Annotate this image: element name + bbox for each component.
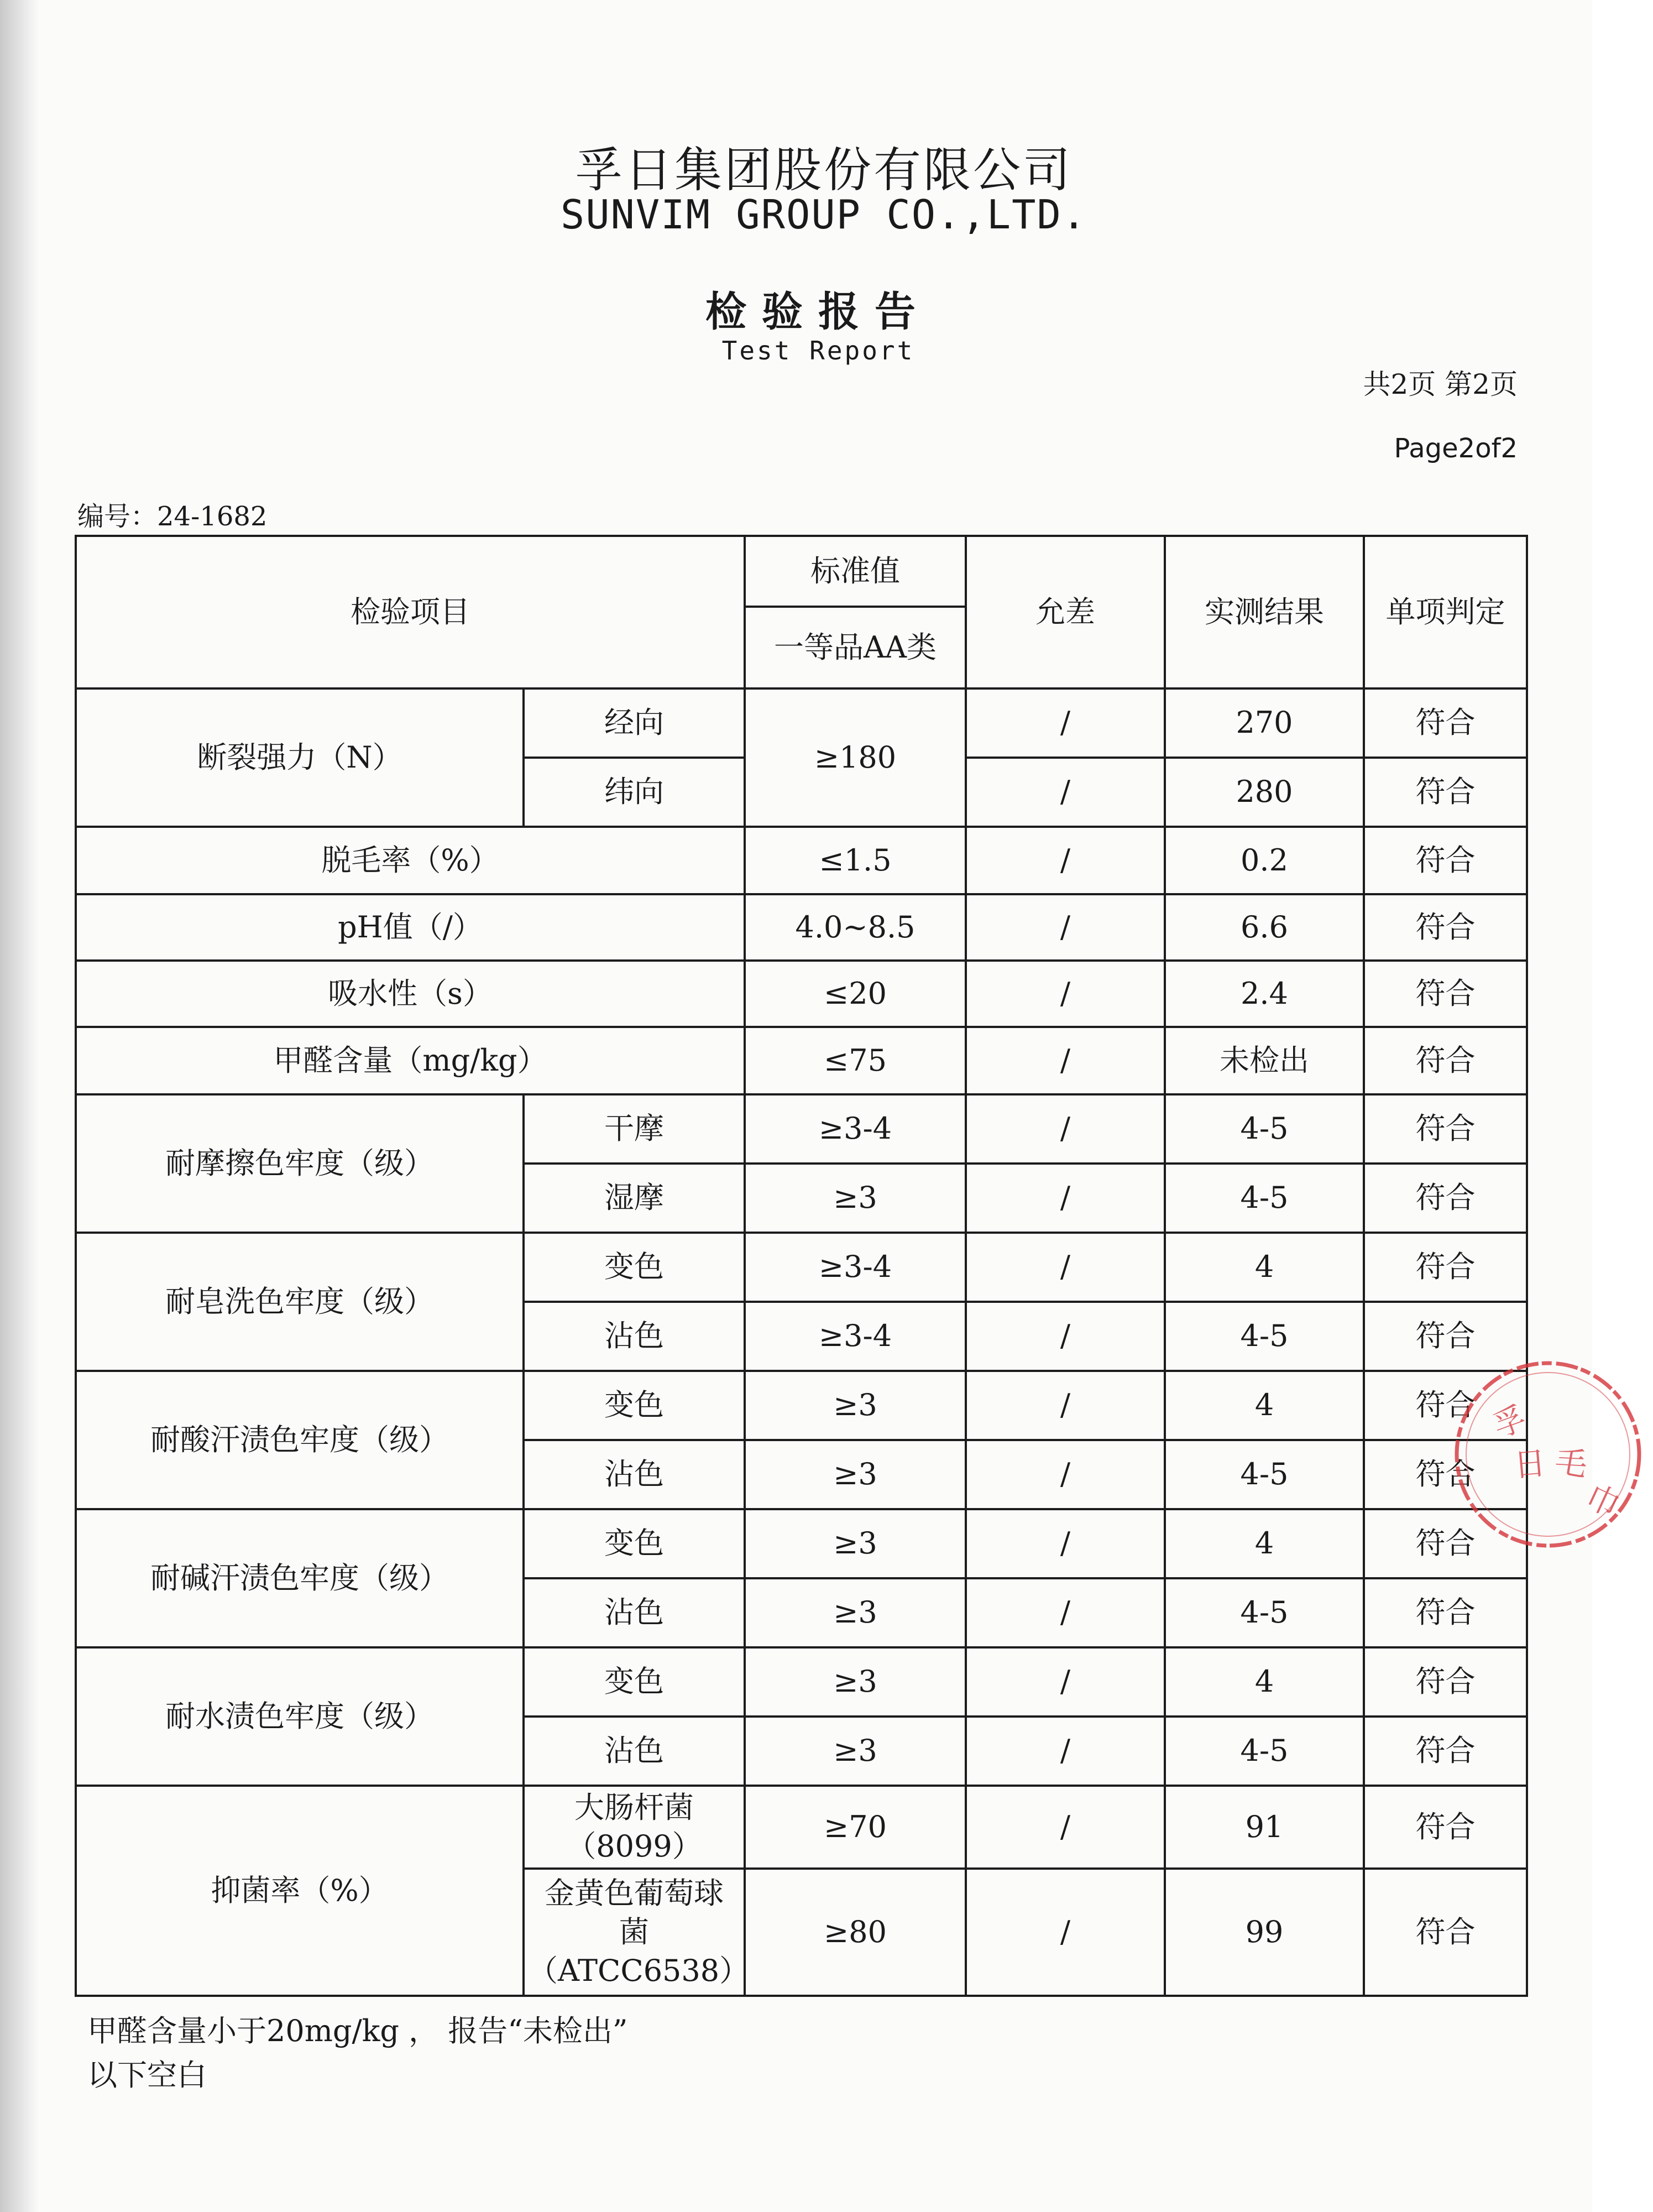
table-row [76,688,1527,758]
item-label: 耐水渍色牢度（级） [76,1647,524,1786]
result-value: 4 [1165,1509,1364,1578]
result-value: 270 [1165,688,1364,758]
tolerance-value: / [966,1647,1165,1717]
standard-value: ≥70 [745,1786,966,1869]
result-value: 91 [1165,1786,1364,1869]
tolerance-value: / [966,894,1165,961]
sub-item: 沾色 [524,1578,745,1647]
judgement-value: 符合 [1364,1233,1527,1302]
tolerance-value: / [966,1440,1165,1509]
standard-value: ≥3 [745,1509,966,1578]
tolerance-value: / [966,1509,1165,1578]
standard-value: ≤75 [745,1027,966,1094]
sub-item [524,1869,750,1996]
sub-item [524,1786,745,1869]
table-row [76,827,1527,894]
result-value: 6.6 [1165,894,1364,961]
sub-item-line: 大肠杆菌 [574,1790,694,1825]
svg-text:日: 日 [1512,1444,1548,1484]
judgement-value: 符合 [1364,1164,1527,1233]
result-value: 0.2 [1165,827,1364,894]
standard-value: ≥3 [745,1371,966,1440]
result-value: 4-5 [1165,1440,1364,1509]
standard-value: ≥180 [745,688,966,827]
judgement-value: 符合 [1364,1786,1527,1869]
table-row [76,1094,1527,1164]
sub-item: 沾色 [524,1717,745,1786]
item-label: 脱毛率（%） [76,827,745,894]
header-standard: 标准值 [745,536,966,607]
report-number: 编号：24-1682 [77,501,268,532]
standard-value: 4.0~8.5 [745,894,966,961]
company-name-en: SUNVIM GROUP CO.,LTD. [560,191,1087,238]
item-label: 耐碱汗渍色牢度（级） [76,1509,524,1647]
tolerance-value: / [966,827,1165,894]
judgement-value: 符合 [1364,1578,1527,1647]
item-label: pH值（/） [76,894,745,961]
tolerance-value: / [966,1786,1165,1869]
result-value: 2.4 [1165,961,1364,1027]
sub-item-line: （ATCC6538） [528,1953,750,1989]
judgement-value: 符合 [1364,961,1527,1027]
judgement-value: 符合 [1364,1647,1527,1717]
header-tolerance: 允差 [966,536,1165,688]
standard-value: ≥3-4 [745,1302,966,1371]
result-value: 4-5 [1165,1094,1364,1164]
standard-value: ≥3 [745,1440,966,1509]
standard-value: ≥80 [745,1869,966,1996]
tolerance-value: / [966,1027,1165,1094]
tolerance-value: / [966,1371,1165,1440]
sub-item: 沾色 [524,1440,745,1509]
sub-item: 经向 [524,688,745,758]
blank-below-note: 以下空白 [87,2058,207,2093]
table-row [76,894,1527,961]
judgement-value: 符合 [1364,1869,1527,1996]
result-value: 4-5 [1165,1164,1364,1233]
svg-text:孚: 孚 [1488,1399,1531,1446]
table-row [76,1786,1527,1869]
judgement-value: 符合 [1364,1509,1527,1578]
sub-item: 干摩 [524,1094,745,1164]
item-label: 断裂强力（N） [76,688,524,827]
sub-item-line: 金黄色葡萄球 [545,1875,724,1911]
header-item: 检验项目 [76,536,745,688]
standard-value: ≤1.5 [745,827,966,894]
svg-text:毛: 毛 [1552,1441,1591,1484]
judgement-value: 符合 [1364,1440,1527,1509]
item-label: 耐皂洗色牢度（级） [76,1233,524,1371]
page-count-cn: 共2页 第2页 [1363,368,1518,400]
standard-value: ≥3 [745,1164,966,1233]
sub-item: 纬向 [524,758,745,827]
table-row [76,1509,1527,1578]
tolerance-value: / [966,1094,1165,1164]
tolerance-value: / [966,1869,1165,1996]
standard-value: ≥3 [745,1647,966,1717]
tolerance-value: / [966,1717,1165,1786]
item-label: 吸水性（s） [76,961,745,1027]
formaldehyde-note: 甲醛含量小于20mg/kg ， 报告“未检出” [87,2013,628,2048]
tolerance-value: / [966,1302,1165,1371]
page-count-en: Page2of2 [1394,433,1518,464]
header-judgement: 单项判定 [1364,536,1527,688]
sub-item: 变色 [524,1233,745,1302]
item-label: 抑菌率（%） [76,1786,524,1996]
item-label: 甲醛含量（mg/kg） [76,1027,745,1094]
table-row [76,1647,1527,1717]
table-row [76,1233,1527,1302]
result-value: 4 [1165,1647,1364,1717]
report-title-cn: 检验报告 [705,288,931,336]
standard-value: ≤20 [745,961,966,1027]
table-row [76,1371,1527,1440]
standard-value: ≥3 [745,1578,966,1647]
header-grade: 一等品AA类 [745,607,966,688]
tolerance-value: / [966,758,1165,827]
sub-item: 变色 [524,1371,745,1440]
tolerance-value: / [966,1233,1165,1302]
judgement-value: 符合 [1364,758,1527,827]
standard-value: ≥3-4 [745,1094,966,1164]
result-value: 4-5 [1165,1578,1364,1647]
judgement-value: 符合 [1364,894,1527,961]
table-row [76,1027,1527,1094]
sub-item: 变色 [524,1647,745,1717]
tolerance-value: / [966,1164,1165,1233]
sub-item: 沾色 [524,1302,745,1371]
item-label: 耐摩擦色牢度（级） [76,1094,524,1233]
judgement-value: 符合 [1364,827,1527,894]
table-row [76,961,1527,1027]
sub-item: 变色 [524,1509,745,1578]
judgement-value: 符合 [1364,1027,1527,1094]
tolerance-value: / [966,688,1165,758]
judgement-value: 符合 [1364,1094,1527,1164]
result-value: 4 [1165,1371,1364,1440]
standard-value: ≥3 [745,1717,966,1786]
judgement-value: 符合 [1364,1302,1527,1371]
report-title-en: Test Report [721,336,915,366]
company-name-cn: 孚日集团股份有限公司 [575,143,1073,198]
sub-item-line: 菌 [619,1914,649,1949]
item-label: 耐酸汗渍色牢度（级） [76,1371,524,1509]
judgement-value: 符合 [1364,688,1527,758]
test-results-table [75,535,1528,1997]
tolerance-value: / [966,961,1165,1027]
tolerance-value: / [966,1578,1165,1647]
result-value: 4-5 [1165,1302,1364,1371]
svg-text:巾: 巾 [1581,1477,1626,1525]
standard-value: ≥3-4 [745,1233,966,1302]
company-seal-stamp [1432,1344,1653,1565]
result-value: 4 [1165,1233,1364,1302]
table-header-row [76,536,1527,607]
result-value: 99 [1165,1869,1364,1996]
result-value: 280 [1165,758,1364,827]
result-value: 4-5 [1165,1717,1364,1786]
sub-item: 湿摩 [524,1164,745,1233]
result-value: 未检出 [1165,1027,1364,1094]
header-result: 实测结果 [1165,536,1364,688]
judgement-value: 符合 [1364,1717,1527,1786]
judgement-value: 符合 [1364,1371,1527,1440]
sub-item-line: （8099） [566,1829,702,1864]
